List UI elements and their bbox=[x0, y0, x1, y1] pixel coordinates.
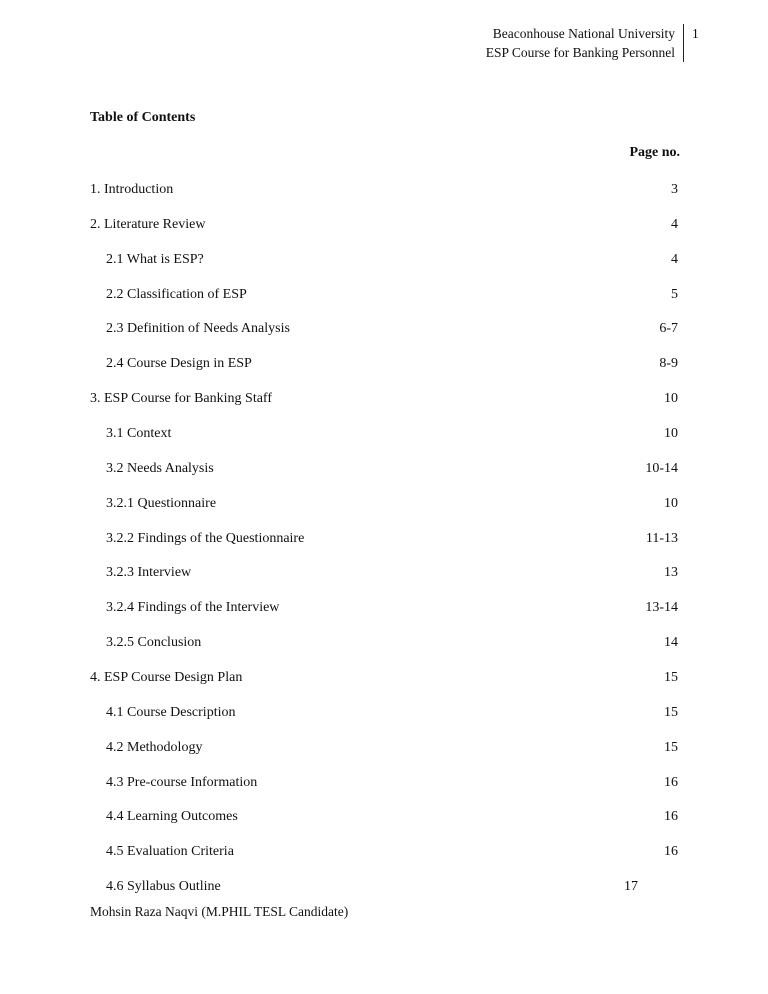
toc-entry bbox=[0, 772, 768, 794]
running-header bbox=[486, 24, 684, 62]
toc-entry bbox=[0, 562, 768, 584]
toc-entry bbox=[0, 388, 768, 410]
toc-entry-label: 1. Introduction bbox=[90, 182, 174, 197]
toc-entry bbox=[0, 249, 768, 271]
toc-entry bbox=[0, 806, 768, 828]
toc-entry bbox=[0, 284, 768, 306]
header-university: Beaconhouse National University bbox=[492, 26, 675, 41]
toc-entry-page: 13-14 bbox=[645, 600, 678, 616]
toc-entry-page: 16 bbox=[664, 774, 678, 790]
toc-entry-page: 10-14 bbox=[645, 460, 678, 476]
toc-entry-page: 15 bbox=[664, 739, 678, 755]
toc-entry-label: 2.4 Course Design in ESP bbox=[106, 356, 252, 372]
toc-entry bbox=[0, 353, 768, 375]
toc-entry-label: 4.1 Course Description bbox=[106, 704, 236, 720]
toc-entry bbox=[0, 702, 768, 724]
toc-entry-label: 2.1 What is ESP? bbox=[106, 251, 204, 267]
toc-entry-label: 2. Literature Review bbox=[90, 216, 206, 232]
toc-entry-label: 3.2.2 Findings of the Questionnaire bbox=[106, 530, 305, 546]
toc-entry-label: 3.2.4 Findings of the Interview bbox=[106, 600, 280, 616]
toc-entry-page: 16 bbox=[664, 844, 678, 860]
toc-entry bbox=[0, 458, 768, 480]
toc-entry-label: 4.5 Evaluation Criteria bbox=[106, 844, 234, 860]
toc-entry bbox=[0, 632, 768, 654]
toc-entry-label: 4.4 Learning Outcomes bbox=[106, 809, 238, 825]
toc-entry-page: 15 bbox=[664, 669, 678, 685]
toc-title: Table of Contents bbox=[90, 110, 196, 125]
toc-entry-page: 5 bbox=[671, 286, 678, 302]
toc-entry-label: 3.2 Needs Analysis bbox=[106, 460, 214, 476]
toc-entry bbox=[0, 318, 768, 340]
toc-entry-label: 4.2 Methodology bbox=[106, 739, 203, 755]
toc-entry bbox=[0, 737, 768, 759]
toc-entry bbox=[0, 179, 768, 201]
toc-entry-page: 6-7 bbox=[659, 321, 678, 337]
toc-entry-page: 11-13 bbox=[645, 530, 678, 546]
toc-entry-label: 3. ESP Course for Banking Staff bbox=[90, 391, 272, 407]
toc-entry-page: 10 bbox=[664, 426, 678, 441]
toc-entry bbox=[0, 876, 768, 898]
toc-entry-label: 4. ESP Course Design Plan bbox=[90, 669, 243, 685]
toc-entry-page: 3 bbox=[671, 182, 678, 197]
page-no-heading: Page no. bbox=[629, 145, 680, 160]
toc-entry-page: 4 bbox=[671, 216, 678, 232]
toc-entry-page: 15 bbox=[664, 704, 678, 720]
toc-entry bbox=[0, 493, 768, 515]
toc-entry-page: 10 bbox=[664, 391, 678, 407]
toc-entry-page: 4 bbox=[671, 251, 678, 267]
page-number: 1 bbox=[692, 26, 699, 41]
toc-entry-page: 10 bbox=[664, 495, 678, 511]
toc-entry-page: 17 bbox=[624, 879, 638, 894]
toc-entry-label: 4.3 Pre-course Information bbox=[106, 774, 258, 790]
toc-entry-label: 2.2 Classification of ESP bbox=[106, 286, 247, 302]
toc-entry bbox=[0, 423, 768, 445]
footer-author: Mohsin Raza Naqvi (M.PHIL TESL Candidate) bbox=[90, 904, 349, 919]
toc-entry-page: 8-9 bbox=[659, 356, 678, 372]
toc-entry bbox=[0, 667, 768, 689]
toc-entry-label: 3.2.3 Interview bbox=[106, 565, 192, 581]
toc-entry-label: 3.1 Context bbox=[106, 426, 172, 441]
toc-entry-label: 4.6 Syllabus Outline bbox=[106, 879, 221, 894]
toc-entry bbox=[0, 841, 768, 863]
toc-entry-page: 14 bbox=[664, 635, 678, 650]
toc-entry-label: 2.3 Definition of Needs Analysis bbox=[106, 321, 290, 337]
toc-entry-label: 3.2.1 Questionnaire bbox=[106, 495, 217, 511]
toc-entry-page: 16 bbox=[664, 809, 678, 825]
toc-entry bbox=[0, 597, 768, 619]
toc-entry bbox=[0, 214, 768, 236]
toc-entry-page: 13 bbox=[664, 565, 678, 581]
toc-entry bbox=[0, 528, 768, 550]
header-course: ESP Course for Banking Personnel bbox=[485, 45, 675, 60]
toc-entry-label: 3.2.5 Conclusion bbox=[106, 635, 202, 650]
